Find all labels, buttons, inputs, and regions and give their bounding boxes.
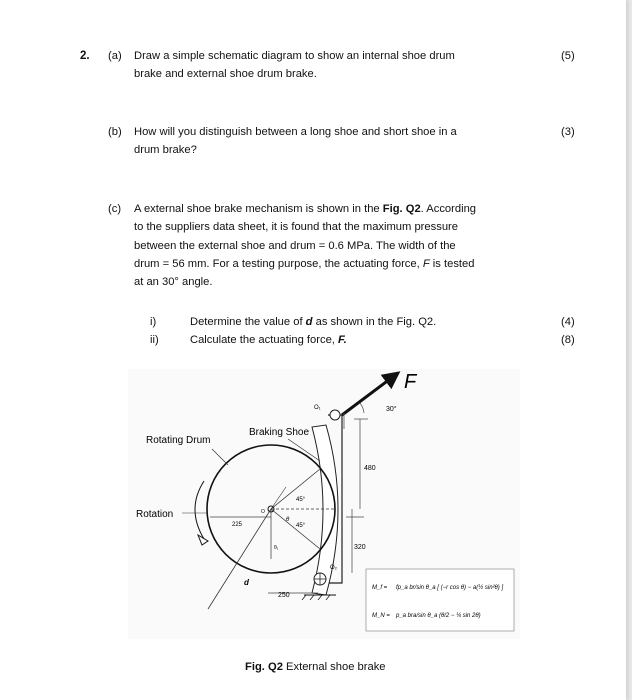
o2-label: O₂ <box>330 565 337 571</box>
eq1-lhs: M_f = <box>372 585 388 591</box>
part-a-marks: (5) <box>561 50 575 62</box>
part-c-line3: between the external shoe and drum = 0.6 MPa. The width of the <box>134 240 456 252</box>
eq1-rhs: fp_a br/sin θ_a [ (−r cos θ) − a(½ sin²θ) ] <box>396 585 504 591</box>
figure-caption: Fig. Q2 External shoe brake <box>245 661 386 673</box>
braking-shoe-label: Braking Shoe <box>249 427 310 438</box>
subpart-i-text: Determine the value of d as shown in the Fig. Q2. <box>190 316 437 328</box>
dim-d: d <box>244 578 249 587</box>
theta-label: θ <box>286 517 290 523</box>
question-number: 2. <box>80 50 90 62</box>
angle-30-label: 30° <box>386 406 397 413</box>
eq2-rhs: p_a bra/sin θ_a (θ/2 − ¼ sin 2θ) <box>396 613 481 619</box>
dim-480: 480 <box>364 465 376 472</box>
subpart-ii-text: Calculate the actuating force, F. <box>190 334 347 346</box>
equations-box <box>366 569 514 631</box>
subpart-i-label: i) <box>150 316 157 328</box>
o-label: O <box>261 509 265 515</box>
part-a-line1: Draw a simple schematic diagram to show an internal shoe drum <box>134 50 455 62</box>
part-b-line2: drum brake? <box>134 144 197 156</box>
force-label: F <box>404 371 417 393</box>
part-a-line2: brake and external shoe drum brake. <box>134 68 317 80</box>
part-c-line5: at an 30° angle. <box>134 276 213 288</box>
subpart-ii-marks: (8) <box>561 334 575 346</box>
angle-45-top: 45° <box>296 497 306 503</box>
part-a-label: (a) <box>108 50 122 62</box>
eq2-lhs: M_N = <box>372 613 390 619</box>
dim-320: 320 <box>354 544 366 551</box>
pivot-o1 <box>330 410 340 420</box>
figure-q2 <box>128 369 520 639</box>
theta1-label: θ₁ <box>274 545 279 551</box>
rotation-label: Rotation <box>136 509 174 520</box>
part-b-marks: (3) <box>561 126 575 138</box>
dim-225: 225 <box>232 522 243 528</box>
part-b-label: (b) <box>108 126 122 138</box>
part-c-label: (c) <box>108 203 122 215</box>
o1-label: O₁ <box>314 405 321 411</box>
subpart-i-marks: (4) <box>561 316 575 328</box>
rotating-drum-label: Rotating Drum <box>146 435 211 446</box>
brake-diagram <box>128 369 520 639</box>
part-c-line1: A external shoe brake mechanism is shown in the Fig. Q2. According <box>134 203 477 215</box>
part-c-line4: drum = 56 mm. For a testing purpose, the actuating force, F is tested <box>134 258 475 270</box>
subpart-ii-label: ii) <box>150 334 159 346</box>
part-c-line2: to the suppliers data sheet, it is found that the maximum pressure <box>134 221 458 233</box>
dim-250: 250 <box>278 592 290 599</box>
angle-45-bottom: 45° <box>296 523 306 529</box>
part-b-line1: How will you distinguish between a long shoe and short shoe in a <box>134 126 457 138</box>
